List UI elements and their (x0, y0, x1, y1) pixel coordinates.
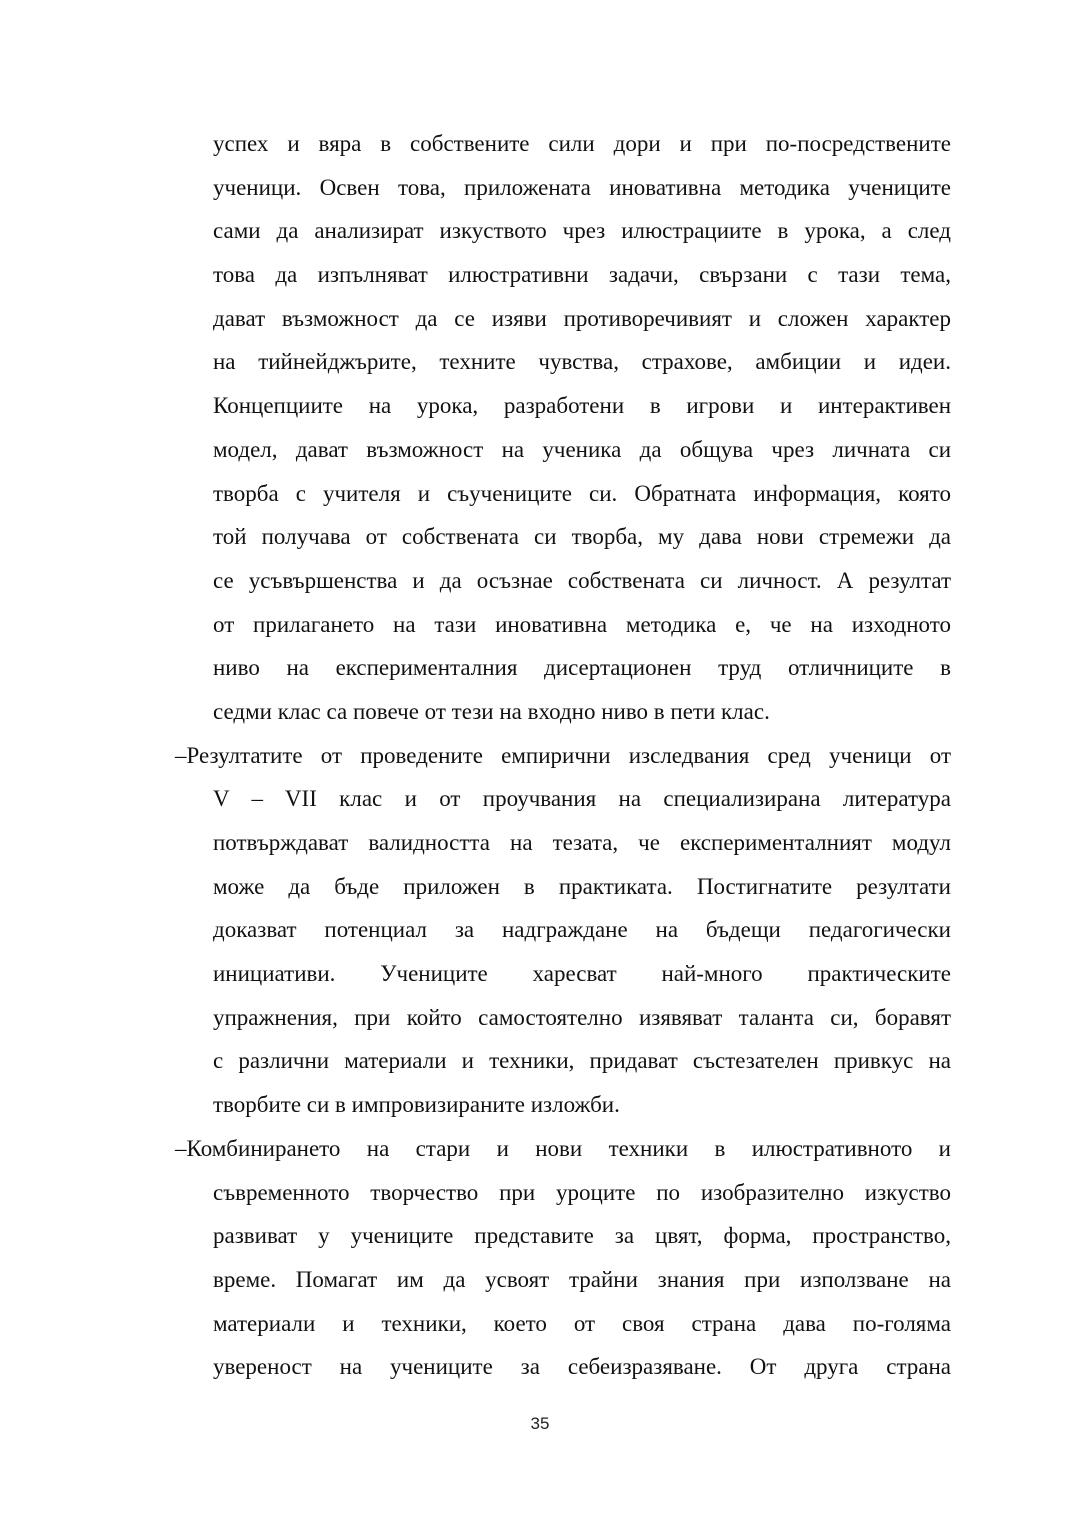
text-line: инициативи. Учениците харесват най-много практическите (213, 961, 951, 987)
text-line: съвременното творчество при уроците по изобразително изкуство (213, 1179, 951, 1205)
text-line: потвърждават валидността на тезата, че експерименталният модул (213, 830, 951, 855)
text-line: се усъвършенства и да осъзнае собствената си личност. А резултат (213, 567, 951, 593)
text-line: сами да анализират изкуството чрез илюстрациите в урока, а след (213, 218, 951, 244)
text-line: дават възможност да се изяви противоречивият и сложен характер (213, 305, 951, 331)
text-line: той получава от собствената си творба, му дава нови стремежи да (213, 524, 951, 550)
text-line: увереност на учениците за себеизразяване. От друга страна (213, 1354, 951, 1380)
text-line: с различни материали и техники, придават състезателен привкус на (213, 1048, 951, 1074)
list-item-start-line: –Комбинирането на стари и нови техники в илюстративното и (175, 1135, 951, 1161)
text-line: успех и вяра в собствените сили дори и при по-посредствените (213, 131, 951, 156)
text-line: модел, дават възможност на ученика да общува чрез личната си (213, 436, 951, 462)
text-line: седми клас са повече от тези на входно ниво в пети клас. (213, 698, 770, 724)
text-line: развиват у учениците представите за цвят, форма, пространство, (213, 1223, 951, 1249)
text-line: доказват потенциал за надграждане на бъдещи педагогически (213, 917, 951, 943)
text-line: на тийнейджърите, техните чувства, страхове, амбиции и идеи. (213, 349, 951, 375)
text-line: от прилагането на тази иновативна методика е, че на изходното (213, 611, 951, 637)
page-number: 35 (530, 1414, 550, 1433)
body-text (175, 122, 951, 1389)
text-line: това да изпълняват илюстративни задачи, свързани с тази тема, (213, 262, 951, 288)
text-line: ниво на експерименталния дисертационен труд отличниците в (213, 655, 951, 681)
list-item-start-line: –Резултатите от проведените емпирични изследвания сред ученици от (175, 742, 951, 768)
text-line: творбите си в импровизираните изложби. (213, 1092, 620, 1118)
text-line: Концепциите на урока, разработени в игрови и интерактивен (213, 393, 951, 419)
text-line: материали и техники, което от своя страна дава по-голяма (213, 1310, 951, 1336)
text-line: V – VII клас и от проучвания на специализирана литература (213, 786, 951, 812)
text-line: творба с учителя и съучениците си. Обратната информация, която (213, 480, 951, 506)
text-line: може да бъде приложен в практиката. Постигнатите резултати (213, 873, 951, 899)
text-line: упражнения, при който самостоятелно изявяват таланта си, боравят (213, 1004, 951, 1030)
text-line: време. Помагат им да усвоят трайни знания при използване на (213, 1266, 951, 1292)
text-line: ученици. Освен това, приложената иновативна методика учениците (213, 174, 951, 200)
